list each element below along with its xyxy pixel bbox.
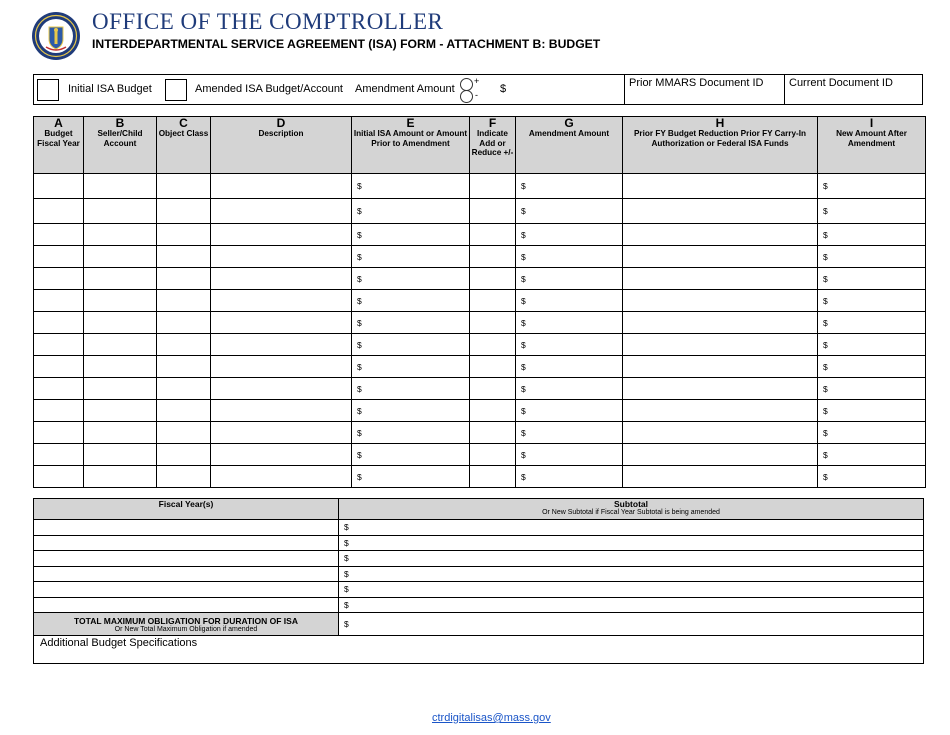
currency-symbol: $ bbox=[521, 181, 526, 191]
budget-row bbox=[34, 174, 926, 199]
column-header-b: B Seller/Child Account bbox=[84, 117, 157, 174]
seller-account-cell[interactable] bbox=[84, 466, 157, 488]
prior-fy-reduction-cell[interactable] bbox=[623, 174, 818, 199]
object-class-cell[interactable] bbox=[157, 444, 211, 466]
new-amount-cell[interactable] bbox=[818, 422, 926, 444]
object-class-cell[interactable] bbox=[157, 290, 211, 312]
add-reduce-cell[interactable] bbox=[470, 378, 516, 400]
description-cell[interactable] bbox=[211, 199, 352, 224]
add-reduce-cell[interactable] bbox=[470, 466, 516, 488]
add-reduce-cell[interactable] bbox=[470, 334, 516, 356]
prior-fy-reduction-cell[interactable] bbox=[623, 444, 818, 466]
currency-symbol: $ bbox=[823, 229, 828, 240]
currency-symbol: $ bbox=[823, 449, 828, 460]
initial-amount-cell[interactable] bbox=[352, 444, 470, 466]
currency-symbol: $ bbox=[521, 206, 526, 216]
seller-account-cell[interactable] bbox=[84, 199, 157, 224]
subtotal-row bbox=[34, 551, 924, 567]
fiscal-year-cell[interactable] bbox=[34, 199, 84, 224]
initial-amount-cell[interactable] bbox=[352, 466, 470, 488]
currency-symbol: $ bbox=[521, 449, 526, 460]
fiscal-year-cell[interactable] bbox=[34, 224, 84, 246]
object-class-cell[interactable] bbox=[157, 224, 211, 246]
total-max-obligation-label: TOTAL MAXIMUM OBLIGATION FOR DURATION OF ISA Or New Total Maximum Obligation if amended bbox=[34, 613, 339, 636]
amendment-amount-cell[interactable] bbox=[516, 312, 623, 334]
add-reduce-cell[interactable] bbox=[470, 444, 516, 466]
amendment-amount-cell[interactable] bbox=[516, 268, 623, 290]
fiscal-year-cell[interactable] bbox=[34, 246, 84, 268]
initial-amount-cell[interactable] bbox=[352, 334, 470, 356]
budget-row bbox=[34, 422, 926, 444]
amendment-amount-cell[interactable] bbox=[516, 174, 623, 199]
currency-symbol: $ bbox=[357, 206, 362, 216]
description-cell[interactable] bbox=[211, 224, 352, 246]
currency-symbol: $ bbox=[823, 471, 828, 482]
budget-row bbox=[34, 199, 926, 224]
subtotal-input[interactable] bbox=[339, 535, 924, 551]
object-class-cell[interactable] bbox=[157, 199, 211, 224]
add-reduce-cell[interactable] bbox=[470, 400, 516, 422]
budget-row bbox=[34, 312, 926, 334]
prior-fy-reduction-cell[interactable] bbox=[623, 400, 818, 422]
prior-fy-reduction-cell[interactable] bbox=[623, 224, 818, 246]
initial-amount-cell[interactable] bbox=[352, 246, 470, 268]
column-header-h: H Prior FY Budget Reduction Prior FY Carry-In Authorization or Federal ISA Funds bbox=[623, 117, 818, 174]
fiscal-years-header: Fiscal Year(s) bbox=[34, 499, 339, 520]
amendment-amount-currency: $ bbox=[500, 83, 507, 95]
currency-symbol: $ bbox=[823, 206, 828, 216]
total-max-obligation-note: Or New Total Maximum Obligation if amended bbox=[114, 625, 258, 633]
object-class-cell[interactable] bbox=[157, 378, 211, 400]
object-class-cell[interactable] bbox=[157, 400, 211, 422]
fiscal-year-input[interactable] bbox=[34, 597, 339, 613]
subtotal-input[interactable] bbox=[339, 566, 924, 582]
initial-amount-cell[interactable] bbox=[352, 356, 470, 378]
fiscal-year-input[interactable] bbox=[34, 535, 339, 551]
additional-budget-specifications-label: Additional Budget Specifications bbox=[40, 637, 198, 649]
currency-symbol: $ bbox=[521, 405, 526, 416]
amended-isa-budget-checkbox[interactable] bbox=[165, 79, 187, 101]
add-reduce-cell[interactable] bbox=[470, 290, 516, 312]
currency-symbol: $ bbox=[357, 251, 362, 262]
initial-amount-cell[interactable] bbox=[352, 268, 470, 290]
fiscal-year-input[interactable] bbox=[34, 551, 339, 567]
description-cell[interactable] bbox=[211, 356, 352, 378]
new-amount-cell[interactable] bbox=[818, 444, 926, 466]
amendment-amount-cell[interactable] bbox=[516, 378, 623, 400]
currency-symbol: $ bbox=[521, 251, 526, 262]
fiscal-year-cell[interactable] bbox=[34, 444, 84, 466]
initial-amount-cell[interactable] bbox=[352, 312, 470, 334]
currency-symbol: $ bbox=[823, 295, 828, 306]
currency-symbol: $ bbox=[344, 599, 349, 610]
subtotal-row bbox=[34, 566, 924, 582]
initial-amount-cell[interactable] bbox=[352, 174, 470, 199]
initial-amount-cell[interactable] bbox=[352, 290, 470, 312]
currency-symbol: $ bbox=[521, 361, 526, 372]
amendment-amount-cell[interactable] bbox=[516, 246, 623, 268]
object-class-cell[interactable] bbox=[157, 422, 211, 444]
add-radio-label: + bbox=[474, 76, 480, 86]
description-cell[interactable] bbox=[211, 378, 352, 400]
object-class-cell[interactable] bbox=[157, 334, 211, 356]
amendment-amount-cell[interactable] bbox=[516, 466, 623, 488]
seller-account-cell[interactable] bbox=[84, 174, 157, 199]
seller-account-cell[interactable] bbox=[84, 268, 157, 290]
prior-fy-reduction-cell[interactable] bbox=[623, 268, 818, 290]
fiscal-year-cell[interactable] bbox=[34, 312, 84, 334]
initial-isa-budget-checkbox[interactable] bbox=[37, 79, 59, 101]
description-cell[interactable] bbox=[211, 400, 352, 422]
currency-symbol: $ bbox=[823, 273, 828, 284]
amendment-amount-cell[interactable] bbox=[516, 224, 623, 246]
initial-amount-cell[interactable] bbox=[352, 224, 470, 246]
budget-type-bar bbox=[33, 74, 923, 105]
column-header-a: A Budget Fiscal Year bbox=[34, 117, 84, 174]
seller-account-cell[interactable] bbox=[84, 422, 157, 444]
currency-symbol: $ bbox=[521, 317, 526, 328]
currency-symbol: $ bbox=[823, 181, 828, 191]
object-class-cell[interactable] bbox=[157, 356, 211, 378]
new-amount-cell[interactable] bbox=[818, 290, 926, 312]
contact-email-link[interactable]: ctrdigitalisas@mass.gov bbox=[432, 712, 551, 724]
prior-mmars-document-id-label: Prior MMARS Document ID bbox=[629, 77, 764, 89]
initial-isa-budget-label: Initial ISA Budget bbox=[68, 83, 152, 95]
currency-symbol: $ bbox=[521, 471, 526, 482]
amended-isa-budget-label: Amended ISA Budget/Account bbox=[195, 83, 343, 95]
new-amount-cell[interactable] bbox=[818, 224, 926, 246]
seller-account-cell[interactable] bbox=[84, 312, 157, 334]
subtotal-row bbox=[34, 597, 924, 613]
currency-symbol: $ bbox=[823, 339, 828, 350]
seller-account-cell[interactable] bbox=[84, 246, 157, 268]
description-cell[interactable] bbox=[211, 444, 352, 466]
currency-symbol: $ bbox=[357, 449, 362, 460]
currency-symbol: $ bbox=[357, 427, 362, 438]
object-class-cell[interactable] bbox=[157, 174, 211, 199]
description-cell[interactable] bbox=[211, 290, 352, 312]
add-reduce-cell[interactable] bbox=[470, 246, 516, 268]
add-reduce-cell[interactable] bbox=[470, 174, 516, 199]
currency-symbol: $ bbox=[357, 405, 362, 416]
new-amount-cell[interactable] bbox=[818, 199, 926, 224]
fiscal-year-cell[interactable] bbox=[34, 290, 84, 312]
amendment-amount-cell[interactable] bbox=[516, 356, 623, 378]
budget-row bbox=[34, 290, 926, 312]
currency-symbol: $ bbox=[823, 251, 828, 262]
amendment-amount-cell[interactable] bbox=[516, 334, 623, 356]
budget-row bbox=[34, 246, 926, 268]
subtotal-input[interactable] bbox=[339, 520, 924, 536]
amendment-amount-cell[interactable] bbox=[516, 400, 623, 422]
reduce-radio[interactable] bbox=[460, 90, 473, 103]
currency-symbol: $ bbox=[357, 295, 362, 306]
seller-account-cell[interactable] bbox=[84, 356, 157, 378]
fiscal-year-cell[interactable] bbox=[34, 174, 84, 199]
new-amount-cell[interactable] bbox=[818, 268, 926, 290]
fiscal-year-input[interactable] bbox=[34, 520, 339, 536]
currency-symbol: $ bbox=[823, 405, 828, 416]
subtotal-row bbox=[34, 582, 924, 598]
column-header-d: D Description bbox=[211, 117, 352, 174]
page-title: OFFICE OF THE COMPTROLLER bbox=[92, 9, 444, 34]
description-cell[interactable] bbox=[211, 466, 352, 488]
fiscal-year-cell[interactable] bbox=[34, 356, 84, 378]
column-header-c: C Object Class bbox=[157, 117, 211, 174]
amendment-amount-cell[interactable] bbox=[516, 290, 623, 312]
prior-fy-reduction-cell[interactable] bbox=[623, 422, 818, 444]
description-cell[interactable] bbox=[211, 334, 352, 356]
prior-fy-reduction-cell[interactable] bbox=[623, 334, 818, 356]
budget-row bbox=[34, 378, 926, 400]
initial-amount-cell[interactable] bbox=[352, 422, 470, 444]
currency-symbol: $ bbox=[521, 427, 526, 438]
currency-symbol: $ bbox=[521, 383, 526, 394]
description-cell[interactable] bbox=[211, 312, 352, 334]
subtotal-note: Or New Subtotal if Fiscal Year Subtotal is being amended bbox=[542, 509, 720, 516]
object-class-cell[interactable] bbox=[157, 466, 211, 488]
new-amount-cell[interactable] bbox=[818, 312, 926, 334]
add-reduce-cell[interactable] bbox=[470, 268, 516, 290]
description-cell[interactable] bbox=[211, 422, 352, 444]
currency-symbol: $ bbox=[357, 229, 362, 240]
object-class-cell[interactable] bbox=[157, 268, 211, 290]
new-amount-cell[interactable] bbox=[818, 400, 926, 422]
prior-fy-reduction-cell[interactable] bbox=[623, 356, 818, 378]
column-header-i: I New Amount After Amendment bbox=[818, 117, 926, 174]
currency-symbol: $ bbox=[521, 229, 526, 240]
initial-amount-cell[interactable] bbox=[352, 378, 470, 400]
seller-account-cell[interactable] bbox=[84, 444, 157, 466]
current-document-id-label: Current Document ID bbox=[789, 77, 893, 89]
currency-symbol: $ bbox=[357, 317, 362, 328]
subtotal-row bbox=[34, 520, 924, 536]
fiscal-year-cell[interactable] bbox=[34, 422, 84, 444]
subtotal-input[interactable] bbox=[339, 597, 924, 613]
new-amount-cell[interactable] bbox=[818, 356, 926, 378]
seller-account-cell[interactable] bbox=[84, 378, 157, 400]
fiscal-year-input[interactable] bbox=[34, 566, 339, 582]
column-header-e: E Initial ISA Amount or Amount Prior to Amendment bbox=[352, 117, 470, 174]
amendment-amount-cell[interactable] bbox=[516, 444, 623, 466]
seller-account-cell[interactable] bbox=[84, 334, 157, 356]
budget-table bbox=[33, 116, 926, 488]
fiscal-year-cell[interactable] bbox=[34, 378, 84, 400]
budget-row bbox=[34, 466, 926, 488]
budget-row bbox=[34, 444, 926, 466]
add-reduce-cell[interactable] bbox=[470, 224, 516, 246]
fiscal-year-cell[interactable] bbox=[34, 400, 84, 422]
fiscal-year-input[interactable] bbox=[34, 582, 339, 598]
currency-symbol: $ bbox=[357, 361, 362, 372]
seller-account-cell[interactable] bbox=[84, 290, 157, 312]
add-reduce-cell[interactable] bbox=[470, 356, 516, 378]
new-amount-cell[interactable] bbox=[818, 246, 926, 268]
add-reduce-cell[interactable] bbox=[470, 199, 516, 224]
budget-row bbox=[34, 400, 926, 422]
amendment-amount-cell[interactable] bbox=[516, 422, 623, 444]
prior-fy-reduction-cell[interactable] bbox=[623, 290, 818, 312]
currency-symbol: $ bbox=[344, 537, 349, 548]
description-cell[interactable] bbox=[211, 174, 352, 199]
subtotal-table bbox=[33, 498, 924, 636]
massachusetts-seal-icon bbox=[31, 11, 81, 61]
column-header-g: G Amendment Amount bbox=[516, 117, 623, 174]
new-amount-cell[interactable] bbox=[818, 466, 926, 488]
currency-symbol: $ bbox=[521, 295, 526, 306]
budget-row bbox=[34, 334, 926, 356]
amendment-amount-cell[interactable] bbox=[516, 199, 623, 224]
seller-account-cell[interactable] bbox=[84, 224, 157, 246]
reduce-radio-label: - bbox=[475, 90, 478, 100]
divider bbox=[784, 75, 785, 104]
prior-fy-reduction-cell[interactable] bbox=[623, 312, 818, 334]
currency-symbol: $ bbox=[823, 317, 828, 328]
initial-amount-cell[interactable] bbox=[352, 400, 470, 422]
prior-fy-reduction-cell[interactable] bbox=[623, 466, 818, 488]
currency-symbol: $ bbox=[344, 522, 349, 533]
subtotal-input[interactable] bbox=[339, 582, 924, 598]
budget-row bbox=[34, 224, 926, 246]
currency-symbol: $ bbox=[823, 361, 828, 372]
budget-row bbox=[34, 268, 926, 290]
currency-symbol: $ bbox=[823, 427, 828, 438]
subtotal-input[interactable] bbox=[339, 551, 924, 567]
subtotal-row bbox=[34, 535, 924, 551]
object-class-cell[interactable] bbox=[157, 246, 211, 268]
currency-symbol: $ bbox=[357, 181, 362, 191]
currency-symbol: $ bbox=[521, 339, 526, 350]
fiscal-year-cell[interactable] bbox=[34, 334, 84, 356]
currency-symbol: $ bbox=[357, 383, 362, 394]
description-cell[interactable] bbox=[211, 246, 352, 268]
new-amount-cell[interactable] bbox=[818, 174, 926, 199]
budget-row bbox=[34, 356, 926, 378]
currency-symbol: $ bbox=[521, 273, 526, 284]
form-subtitle: INTERDEPARTMENTAL SERVICE AGREEMENT (ISA) FORM - ATTACHMENT B: BUDGET bbox=[92, 37, 601, 51]
new-amount-cell[interactable] bbox=[818, 378, 926, 400]
fiscal-year-cell[interactable] bbox=[34, 466, 84, 488]
column-header-f: F Indicate Add or Reduce +/- bbox=[470, 117, 516, 174]
add-reduce-cell[interactable] bbox=[470, 312, 516, 334]
new-amount-cell[interactable] bbox=[818, 334, 926, 356]
add-reduce-cell[interactable] bbox=[470, 422, 516, 444]
prior-fy-reduction-cell[interactable] bbox=[623, 199, 818, 224]
divider bbox=[624, 75, 625, 104]
currency-symbol: $ bbox=[357, 273, 362, 284]
prior-fy-reduction-cell[interactable] bbox=[623, 378, 818, 400]
currency-symbol: $ bbox=[344, 553, 349, 564]
total-max-obligation-input[interactable]: $ bbox=[339, 613, 924, 636]
seller-account-cell[interactable] bbox=[84, 400, 157, 422]
budget-table-header bbox=[34, 117, 926, 174]
initial-amount-cell[interactable] bbox=[352, 199, 470, 224]
currency-symbol: $ bbox=[344, 568, 349, 579]
additional-budget-specifications-field[interactable] bbox=[33, 636, 924, 664]
prior-fy-reduction-cell[interactable] bbox=[623, 246, 818, 268]
currency-symbol: $ bbox=[344, 584, 349, 595]
currency-symbol: $ bbox=[823, 383, 828, 394]
object-class-cell[interactable] bbox=[157, 312, 211, 334]
fiscal-year-cell[interactable] bbox=[34, 268, 84, 290]
description-cell[interactable] bbox=[211, 268, 352, 290]
currency-symbol: $ bbox=[357, 471, 362, 482]
currency-symbol: $ bbox=[357, 339, 362, 350]
amendment-amount-label: Amendment Amount bbox=[355, 83, 455, 95]
subtotal-header: Subtotal Or New Subtotal if Fiscal Year Subtotal is being amended bbox=[339, 499, 924, 520]
